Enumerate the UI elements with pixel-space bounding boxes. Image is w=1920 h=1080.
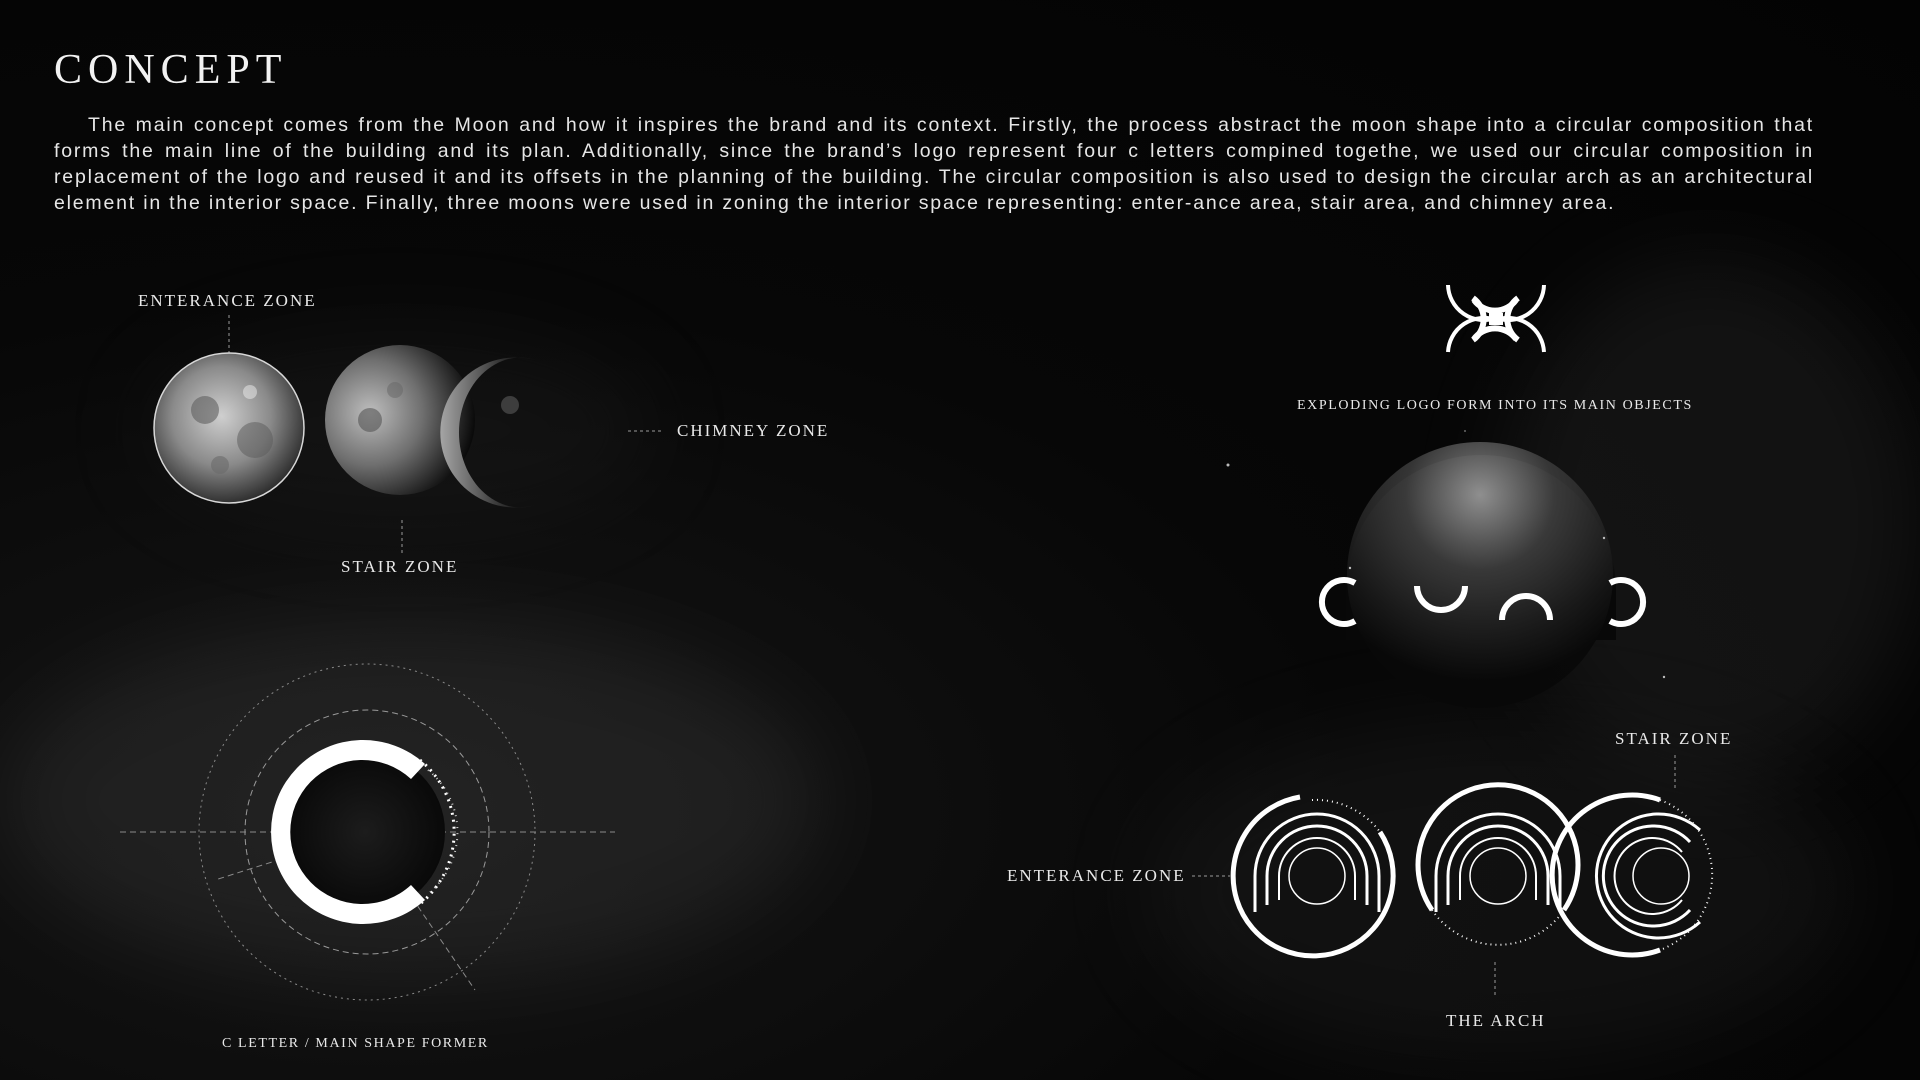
- chimney-zone-label: CHIMNEY ZONE: [677, 421, 830, 440]
- entrance-zone-label: ENTERANCE ZONE: [138, 291, 317, 310]
- page-title: CONCEPT: [54, 47, 288, 93]
- concept-paragraph: The main concept comes from the Moon and how it inspires the brand and its context. Firstly, the process abstract the moon shape into a circular composition that forms the main line of the building and its plan. Additionally, since the brand’s logo represent four c letters compined togethe, we used our circular composition in replacement of the logo and reused it and its offsets in the planning of the building. The circular composition is also used to design the circular arch as an architectural element in the interior space. Finally, three moons were used in zoning the interior space representing: enter-ance area, stair area, and chimney area.: [54, 114, 1814, 214]
- stair-zone-label: STAIR ZONE: [341, 557, 459, 576]
- entrance-ring-icon: [1233, 797, 1393, 956]
- logo-caption: EXPLODING LOGO FORM INTO ITS MAIN OBJECTS: [1297, 398, 1693, 413]
- entrance-zone-label-right: ENTERANCE ZONE: [1007, 866, 1186, 885]
- arch-label: THE ARCH: [1446, 1011, 1546, 1030]
- stair-zone-label-right: STAIR ZONE: [1615, 729, 1733, 748]
- c-letter-caption: C LETTER / MAIN SHAPE FORMER: [222, 1036, 489, 1051]
